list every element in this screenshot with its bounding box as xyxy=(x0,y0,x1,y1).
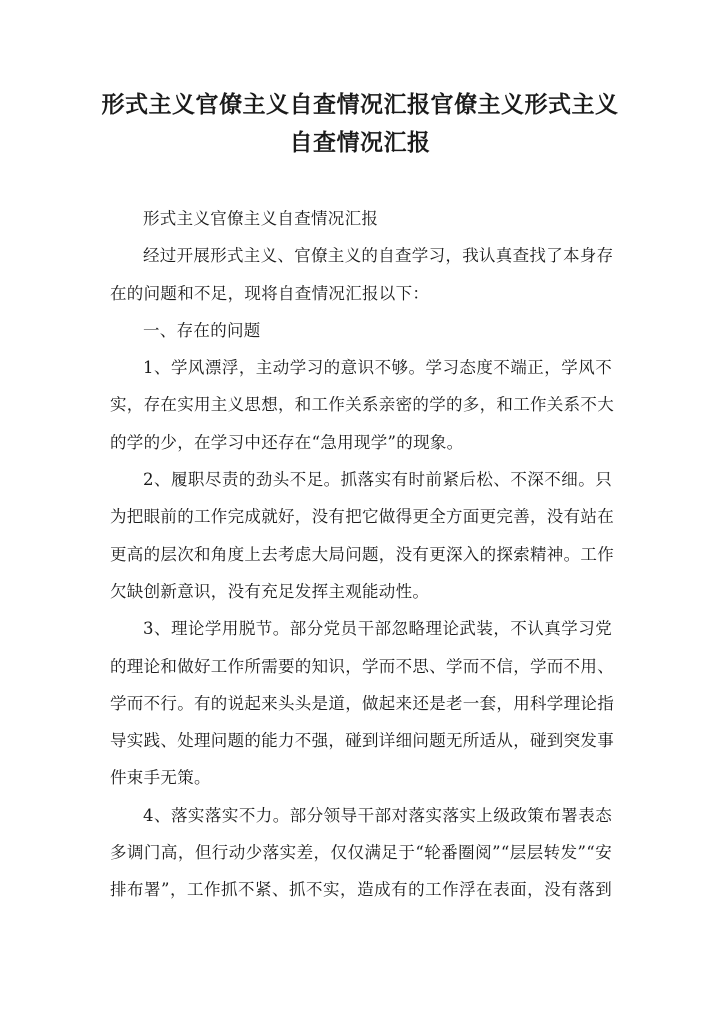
document-body xyxy=(110,200,612,909)
body-line: 1、学风漂浮，主动学习的意识不够。学习态度不端正，学风不 xyxy=(143,358,612,378)
body-line: 3、理论学用脱节。部分党员干部忽略理论武装，不认真学习党 xyxy=(143,619,612,639)
body-line: 2、履职尽责的劲头不足。抓落实有时前紧后松、不深不细。只 xyxy=(143,470,612,490)
title-line-2: 自查情况汇报 xyxy=(289,129,431,156)
body-line: 在的问题和不足，现将自查情况汇报以下： xyxy=(110,283,430,303)
body-line: 更高的层次和角度上去考虑大局问题，没有更深入的探索精神。工作 xyxy=(110,544,614,564)
body-line: 的理论和做好工作所需要的知识，学而不思、学而不信，学而不用、 xyxy=(110,656,614,676)
document-title xyxy=(100,86,620,162)
body-line: 实，存在实用主义思想，和工作关系亲密的学的多，和工作关系不大 xyxy=(110,395,614,415)
body-line: 的学的少，在学习中还存在“急用现学”的现象。 xyxy=(110,432,464,452)
body-line: 学而不行。有的说起来头头是道，做起来还是老一套，用科学理论指 xyxy=(110,693,614,713)
body-line: 排布署”，工作抓不紧、抓不实，造成有的工作浮在表面，没有落到 xyxy=(110,880,612,900)
body-line: 为把眼前的工作完成就好，没有把它做得更全方面更完善，没有站在 xyxy=(110,507,614,527)
body-line: 导实践、处理问题的能力不强，碰到详细问题无所适从，碰到突发事 xyxy=(110,731,614,751)
title-line-1: 形式主义官僚主义自查情况汇报官僚主义形式主义 xyxy=(101,91,619,118)
body-line: 欠缺创新意识，没有充足发挥主观能动性。 xyxy=(110,581,430,601)
body-line: 4、落实落实不力。部分领导干部对落实落实上级政策布署表态 xyxy=(143,805,612,825)
body-line: 经过开展形式主义、官僚主义的自查学习，我认真查找了本身存 xyxy=(143,246,614,266)
body-line: 多调门高，但行动少落实差，仅仅满足于“轮番圈阅”“层层转发”“安 xyxy=(110,843,612,863)
body-line: 形式主义官僚主义自查情况汇报 xyxy=(143,209,379,228)
body-line: 件束手无策。 xyxy=(110,768,211,788)
body-line: 一、存在的问题 xyxy=(143,320,261,340)
